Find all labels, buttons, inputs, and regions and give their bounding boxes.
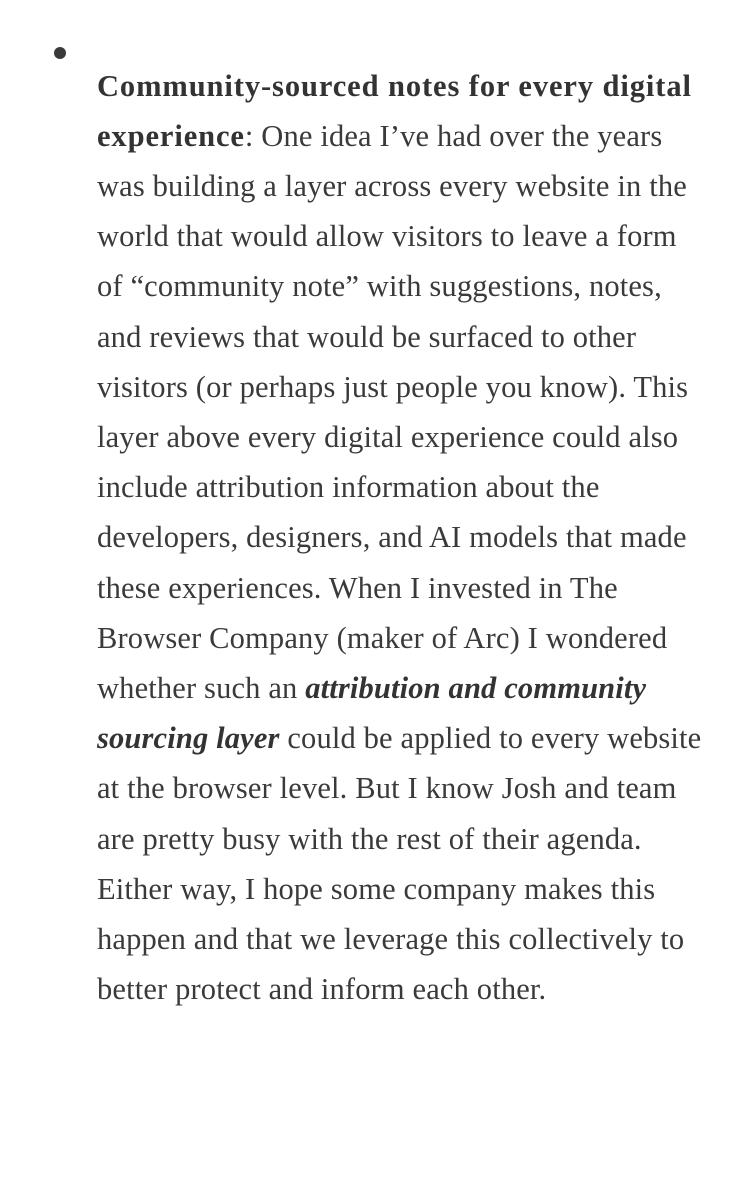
bullet-separator: : — [244, 118, 262, 153]
bullet-body-text: One idea I’ve had over the years was building a layer across every website in the world that would allow visitors to leave a form of “community note” with suggestions, notes, and reviews that would be surfaced to other visitors (or perhaps just people you know). This layer above every digital experience could also include attribution information about the developers, designers, and AI models that made these experiences. When I invested in The Browser Company (maker of Arc) I wondered whether such an — [97, 118, 689, 705]
bullet-dot-icon — [54, 47, 66, 59]
bullet-lead-title: Community-sourced notes for every digital experience — [97, 68, 692, 153]
bullet-emphasis: attribution and community sourcing layer — [97, 670, 647, 756]
bullet-body-text-end: could be applied to every website at the browser level. But I know Josh and team are pretty busy with the rest of their agenda. Either way, I hope some company makes this happen and that we leverage this collectively to better protect and inform each other. — [97, 721, 702, 1007]
bullet-paragraph — [97, 61, 707, 1015]
